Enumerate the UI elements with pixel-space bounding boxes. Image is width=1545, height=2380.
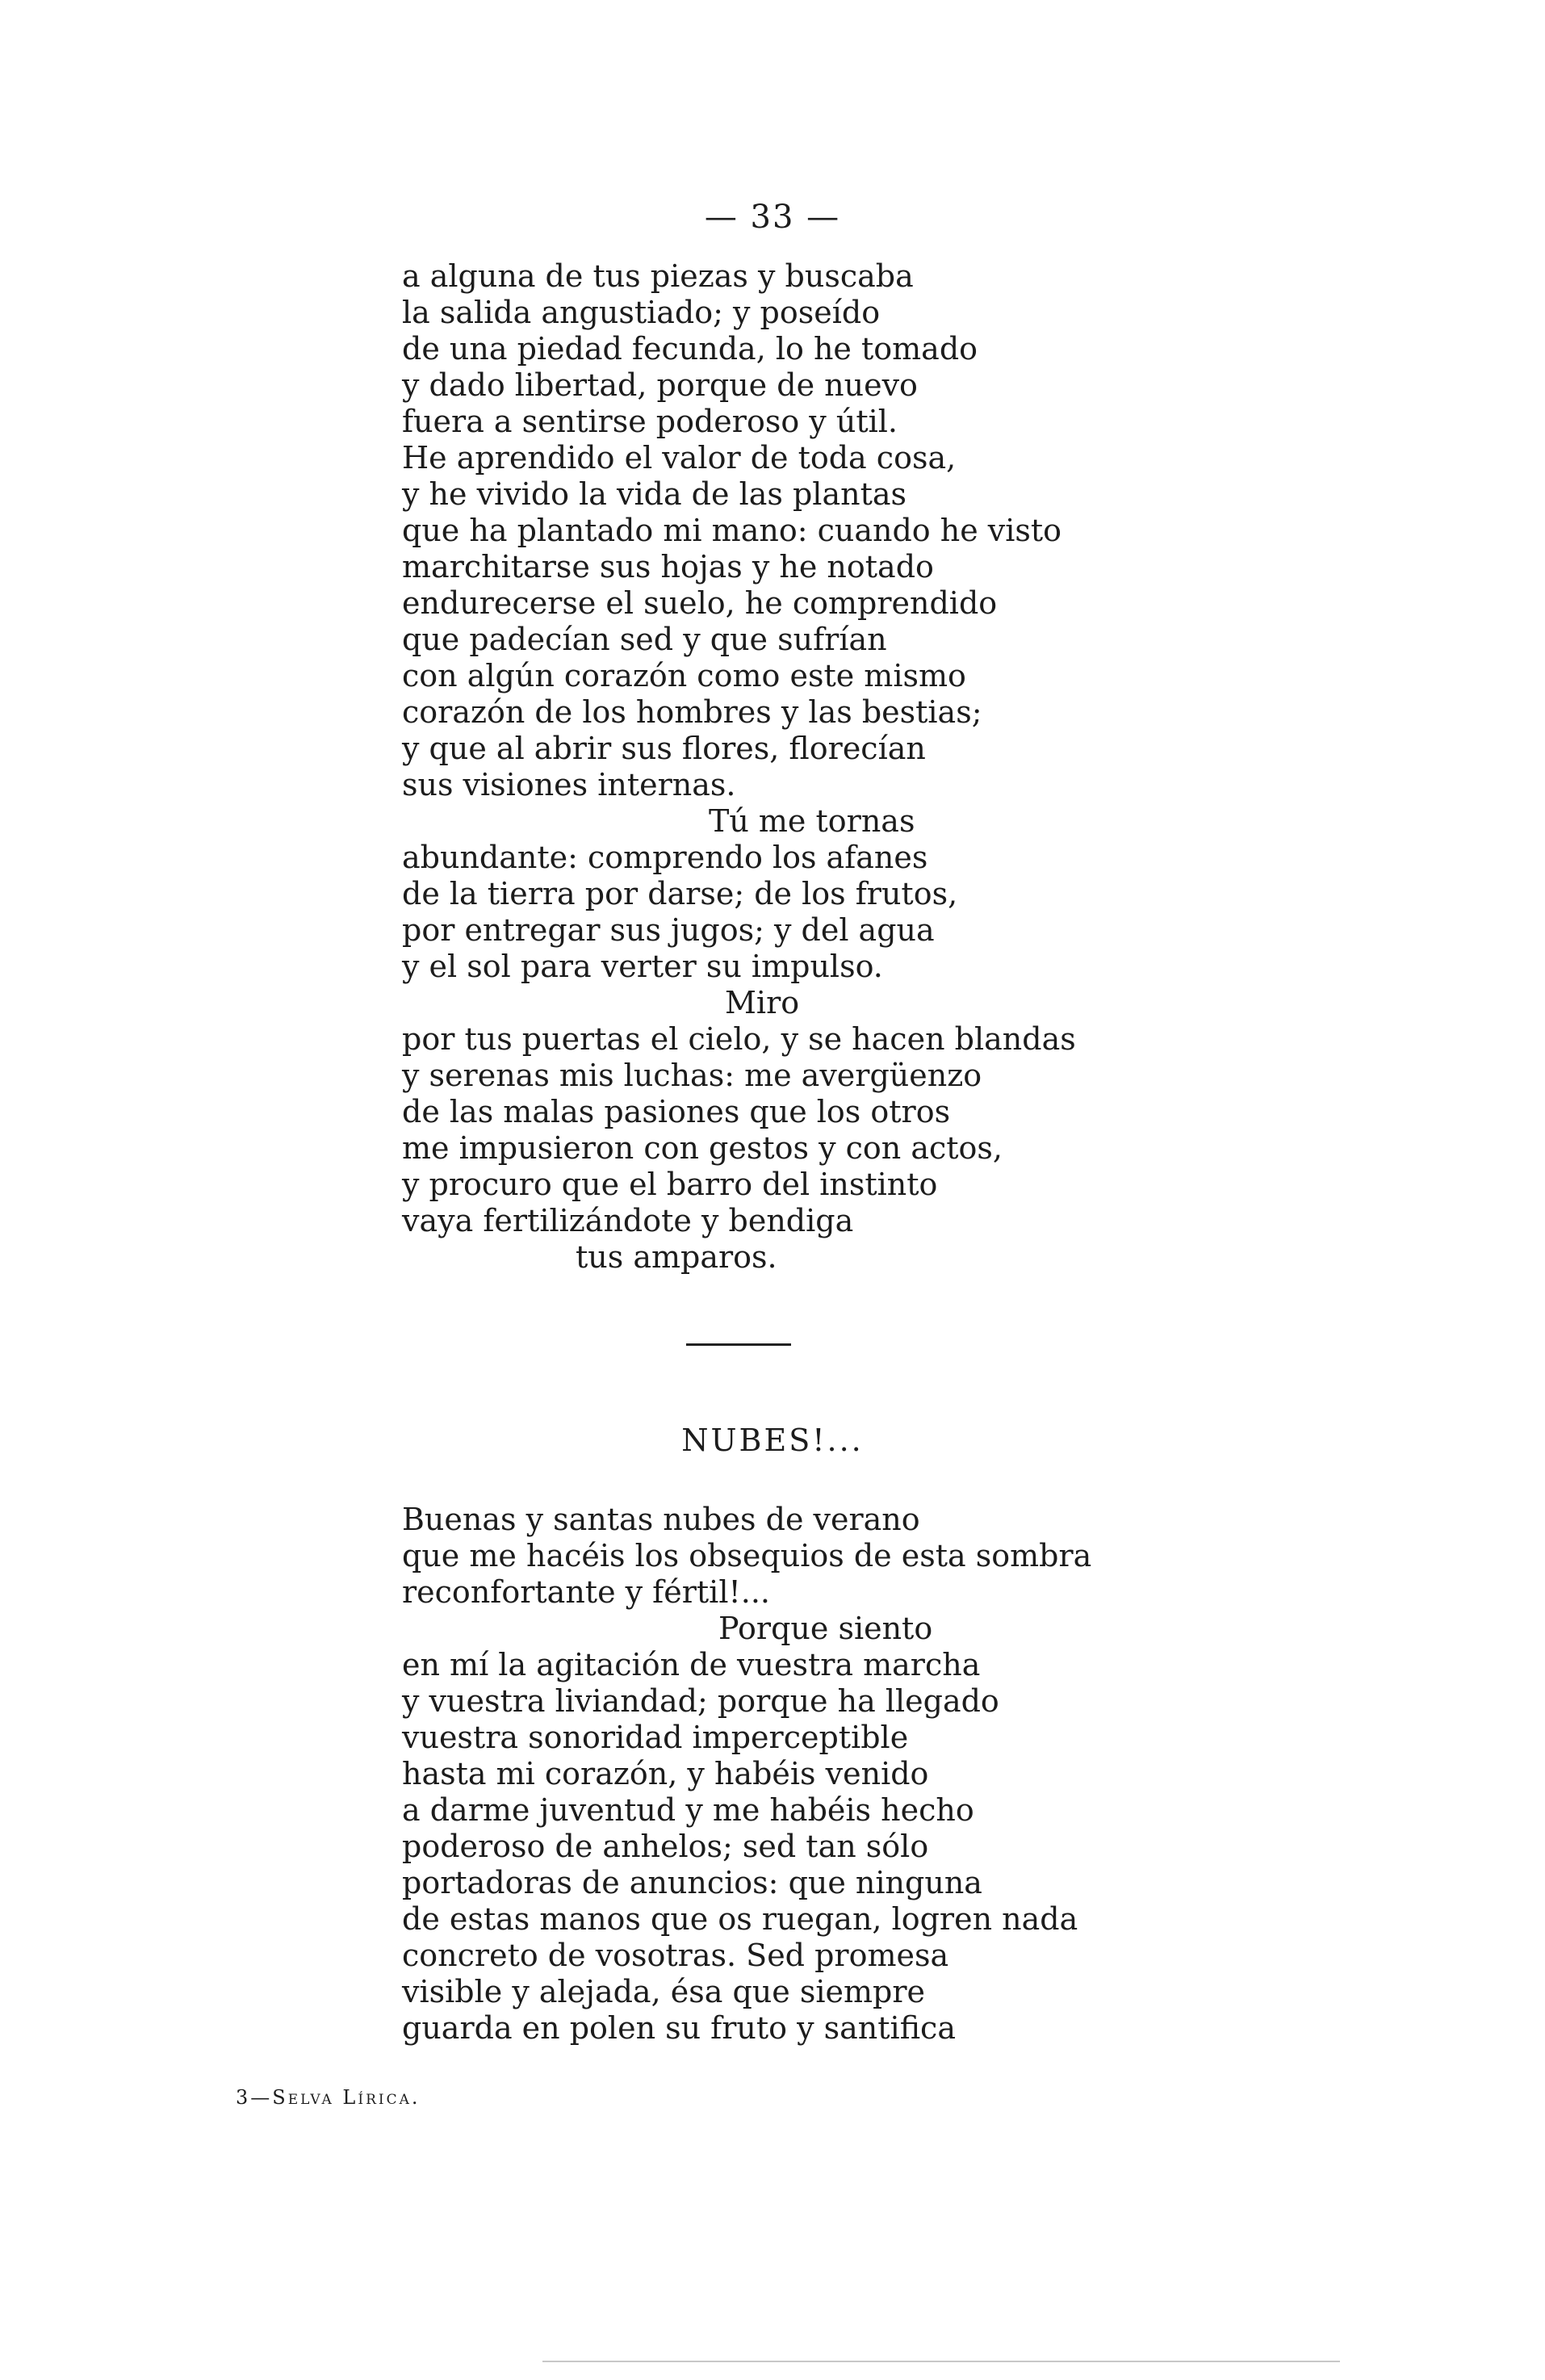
- page-number: — 33 —: [704, 199, 841, 236]
- verse-line: Porque siento: [718, 1611, 933, 1646]
- verse-line: hasta mi corazón, y habéis venido: [402, 1756, 929, 1791]
- verse-line: y procuro que el barro del instinto: [402, 1167, 938, 1202]
- verse-line: vuestra sonoridad imperceptible: [402, 1720, 909, 1755]
- verse-line: a alguna de tus piezas y buscaba: [402, 258, 914, 294]
- page-bottom-edge: [542, 2361, 1340, 2362]
- verse-line: en mí la agitación de vuestra marcha: [402, 1647, 981, 1682]
- verse-line: tus amparos.: [576, 1239, 777, 1275]
- verse-line: He aprendido el valor de toda cosa,: [402, 440, 957, 476]
- verse-line: visible y alejada, ésa que siempre: [402, 1974, 925, 2009]
- verse-line: Buenas y santas nubes de verano: [402, 1502, 920, 1537]
- verse-line: portadoras de anuncios: que ninguna: [402, 1865, 982, 1900]
- verse-line: sus visiones internas.: [402, 767, 736, 802]
- verse-line: de una piedad fecunda, lo he tomado: [402, 331, 978, 367]
- verse-line: a darme juventud y me habéis hecho: [402, 1792, 974, 1828]
- verse-line: que padecían sed y que sufrían: [402, 622, 887, 657]
- verse-line: de las malas pasiones que los otros: [402, 1094, 951, 1129]
- verse-line: Miro: [725, 985, 800, 1020]
- verse-line: por tus puertas el cielo, y se hacen blandas: [402, 1021, 1076, 1057]
- verse-line: abundante: comprendo los afanes: [402, 840, 928, 875]
- verse-line: y que al abrir sus flores, florecían: [402, 731, 926, 766]
- verse-line: y serenas mis luchas: me avergüenzo: [402, 1058, 982, 1093]
- signature-mark: 3—Selva Lírica.: [236, 2086, 421, 2109]
- verse-line: y he vivido la vida de las plantas: [402, 476, 906, 512]
- verse-line: Tú me tornas: [709, 803, 915, 839]
- verse-line: fuera a sentirse poderoso y útil.: [402, 404, 898, 439]
- verse-line: que ha plantado mi mano: cuando he visto: [402, 513, 1062, 548]
- verse-line: marchitarse sus hojas y he notado: [402, 549, 934, 585]
- poem-continued: [402, 258, 1290, 1276]
- verse-line: reconfortante y fértil!...: [402, 1574, 770, 1610]
- poem-title: NUBES!...: [681, 1423, 864, 1458]
- verse-line: la salida angustiado; y poseído: [402, 295, 881, 330]
- verse-line: de la tierra por darse; de los frutos,: [402, 876, 958, 911]
- verse-line: me impusieron con gestos y con actos,: [402, 1130, 1003, 1166]
- verse-line: de estas manos que os ruegan, logren nada: [402, 1901, 1078, 1937]
- verse-line: endurecerse el suelo, he comprendido: [402, 585, 998, 621]
- verse-line: poderoso de anhelos; sed tan sólo: [402, 1829, 929, 1864]
- verse-line: por entregar sus jugos; y del agua: [402, 912, 935, 948]
- verse-line: guarda en polen su fruto y santifica: [402, 2010, 956, 2046]
- verse-line: y dado libertad, porque de nuevo: [402, 367, 918, 403]
- verse-line: con algún corazón como este mismo: [402, 658, 966, 693]
- section-divider: [686, 1343, 791, 1346]
- verse-line: y vuestra liviandad; porque ha llegado: [402, 1683, 999, 1719]
- poem-nubes: [402, 1502, 1290, 2047]
- verse-line: que me hacéis los obsequios de esta sombra: [402, 1538, 1092, 1573]
- verse-line: concreto de vosotras. Sed promesa: [402, 1938, 949, 1973]
- verse-line: y el sol para verter su impulso.: [402, 949, 883, 984]
- verse-line: vaya fertilizándote y bendiga: [402, 1203, 854, 1238]
- verse-line: corazón de los hombres y las bestias;: [402, 694, 982, 730]
